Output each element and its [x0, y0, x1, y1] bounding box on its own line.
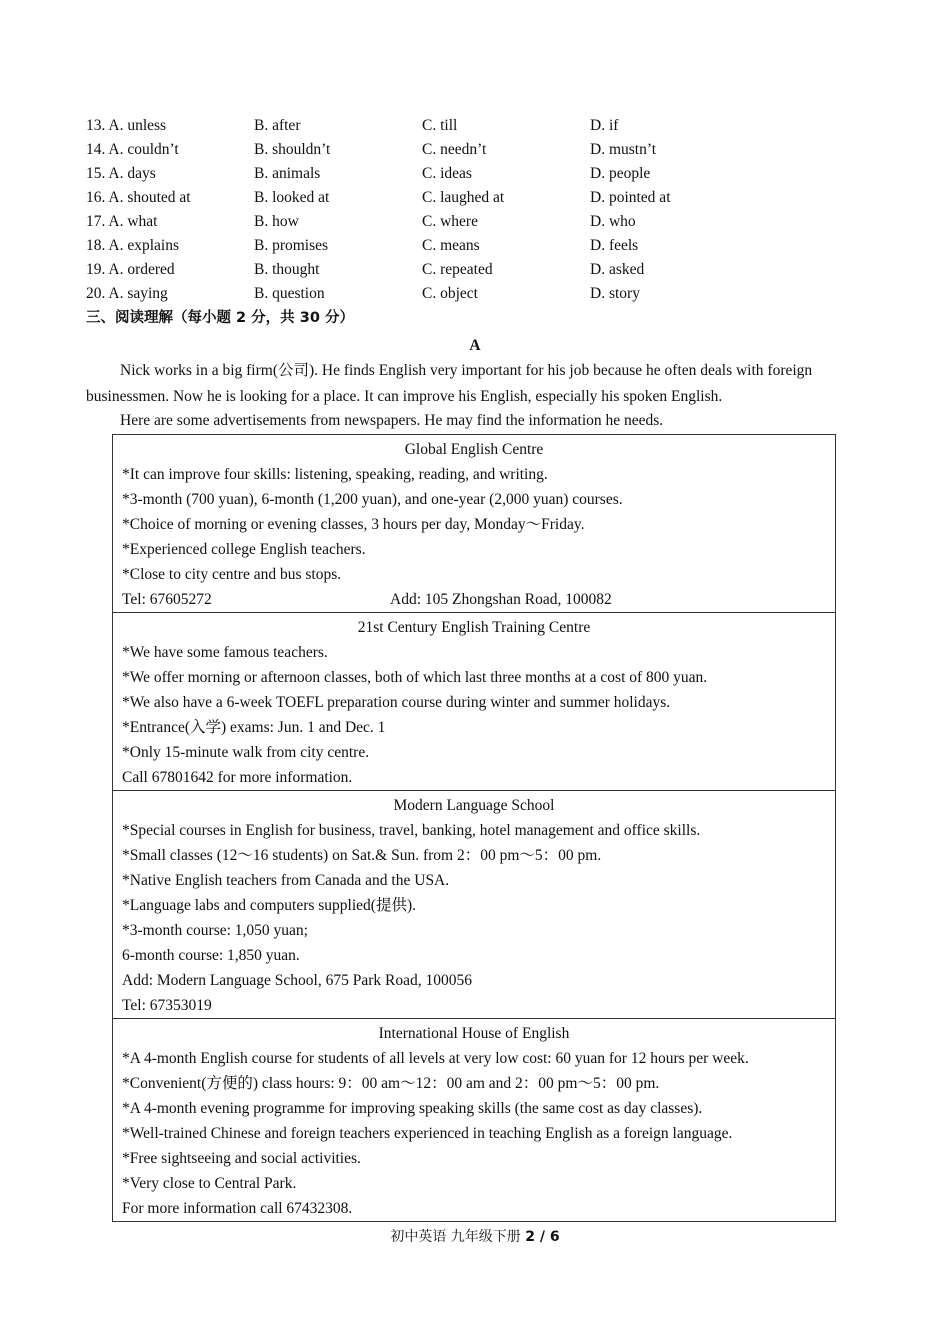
page-footer: [0, 1226, 950, 1246]
ad-line: 6-month course: 1,850 yuan.: [122, 947, 300, 964]
intro-paragraph: Here are some advertisements from newspapers. He may find the information he needs.: [120, 412, 664, 429]
option-b: B. promises: [254, 237, 329, 254]
option-d: D. pointed at: [590, 189, 671, 206]
ad-title: 21st Century English Training Centre: [357, 619, 591, 636]
ad-line: *Small classes (12～16 students) on Sat.& Sun. from 2：00 pm～5：00 pm.: [122, 847, 602, 864]
ad-title: Global English Centre: [404, 441, 544, 458]
choice-row-16: [86, 186, 846, 210]
ad-line: *Free sightseeing and social activities.: [122, 1150, 361, 1167]
option-b: B. animals: [254, 165, 321, 182]
option-d: D. story: [590, 285, 640, 302]
option-a: 20. A. saying: [86, 285, 168, 302]
option-b: B. how: [254, 213, 299, 230]
option-a: 13. A. unless: [86, 117, 167, 134]
footer-text: 初中英语 九年级下册: [390, 1229, 521, 1245]
ad-line: *3-month (700 yuan), 6-month (1,200 yuan), and one-year (2,000 yuan) courses.: [122, 491, 623, 508]
ad-21st-century-centre: [113, 613, 836, 791]
option-a: 18. A. explains: [86, 237, 179, 254]
ad-line: *Very close to Central Park.: [122, 1175, 297, 1192]
ad-global-english-centre: [113, 435, 836, 613]
option-a: 15. A. days: [86, 165, 156, 182]
option-a: 16. A. shouted at: [86, 189, 191, 206]
ad-line: *Entrance(入学) exams: Jun. 1 and Dec. 1: [122, 719, 386, 736]
ad-line: Call 67801642 for more information.: [122, 769, 353, 786]
choice-row-15: [86, 162, 846, 186]
option-b: B. looked at: [254, 189, 330, 206]
option-a: 19. A. ordered: [86, 261, 175, 278]
option-d: D. people: [590, 165, 651, 182]
option-c: C. laughed at: [422, 189, 505, 206]
option-c: C. till: [422, 117, 458, 134]
ad-line: *Choice of morning or evening classes, 3 hours per day, Monday～Friday.: [122, 516, 585, 533]
page-total: 6: [549, 1229, 560, 1245]
ad-tel: Tel: 67605272: [122, 591, 212, 608]
ad-line: Tel: 67353019: [122, 997, 212, 1014]
choice-row-14: [86, 138, 846, 162]
intro-paragraph: Nick works in a big firm(公司). He finds English very important for his job because he often deals with foreign businessmen. Now he is looking for a place. It can improve his English, especially his spoken English.: [86, 362, 813, 405]
option-c: C. where: [422, 213, 478, 230]
ad-line: *Well-trained Chinese and foreign teachers experienced in teaching English as a foreign language.: [122, 1125, 733, 1142]
option-a: 17. A. what: [86, 213, 158, 230]
option-c: C. ideas: [422, 165, 472, 182]
option-c: C. needn’t: [422, 141, 487, 158]
ad-line: *3-month course: 1,050 yuan;: [122, 922, 308, 939]
ad-modern-language-school: [113, 791, 836, 1019]
ad-title: Modern Language School: [393, 797, 555, 814]
option-d: D. mustn’t: [590, 141, 657, 158]
ad-line: *Experienced college English teachers.: [122, 541, 366, 558]
option-d: D. if: [590, 117, 619, 134]
ad-line: *We also have a 6-week TOEFL preparation course during winter and summer holidays.: [122, 694, 671, 711]
choice-row-20: [86, 282, 846, 306]
ad-line: *We have some famous teachers.: [122, 644, 328, 661]
option-d: D. who: [590, 213, 636, 230]
page-number: 2: [525, 1229, 536, 1245]
ad-line: *A 4-month evening programme for improving speaking skills (the same cost as day classes).: [122, 1100, 703, 1117]
ad-line: *Special courses in English for business, travel, banking, hotel management and office skills.: [122, 822, 701, 839]
option-b: B. question: [254, 285, 325, 302]
ad-line: *Convenient(方便的) class hours: 9：00 am～12：00 am and 2：00 pm～5：00 pm.: [122, 1075, 660, 1092]
ad-line: *Native English teachers from Canada and the USA.: [122, 872, 450, 889]
section-title: 三、阅读理解（每小题 2 分，共 30 分）: [86, 310, 354, 326]
ad-line: *A 4-month English course for students of all levels at very low cost: 60 yuan for 12 hours per week.: [122, 1050, 749, 1067]
choice-row-17: [86, 210, 846, 234]
advertisements-table: [112, 434, 836, 1222]
option-c: C. object: [422, 285, 478, 302]
ad-title: International House of English: [378, 1025, 570, 1042]
ad-line: *We offer morning or afternoon classes, both of which last three months at a cost of 800 yuan.: [122, 669, 708, 686]
choice-row-18: [86, 234, 846, 258]
passage-label: A: [469, 337, 481, 354]
option-a: 14. A. couldn’t: [86, 141, 179, 158]
option-b: B. shouldn’t: [254, 141, 331, 158]
ad-contact: [122, 587, 826, 612]
option-c: C. repeated: [422, 261, 493, 278]
ad-line: *Close to city centre and bus stops.: [122, 566, 342, 583]
ad-international-house: [113, 1019, 836, 1222]
option-d: D. feels: [590, 237, 639, 254]
ad-address: Add: 105 Zhongshan Road, 100082: [390, 591, 612, 608]
option-b: B. thought: [254, 261, 320, 278]
ad-line: *Language labs and computers supplied(提供).: [122, 897, 416, 914]
choice-row-19: [86, 258, 846, 282]
choice-row-13: [86, 114, 846, 138]
choices-block: [86, 114, 846, 306]
option-d: D. asked: [590, 261, 645, 278]
ad-line: Add: Modern Language School, 675 Park Road, 100056: [122, 972, 472, 989]
page-separator: /: [535, 1229, 550, 1245]
option-c: C. means: [422, 237, 480, 254]
ad-line: *It can improve four skills: listening, speaking, reading, and writing.: [122, 466, 548, 483]
ad-line: *Only 15-minute walk from city centre.: [122, 744, 370, 761]
ad-line: For more information call 67432308.: [122, 1200, 353, 1217]
option-b: B. after: [254, 117, 301, 134]
